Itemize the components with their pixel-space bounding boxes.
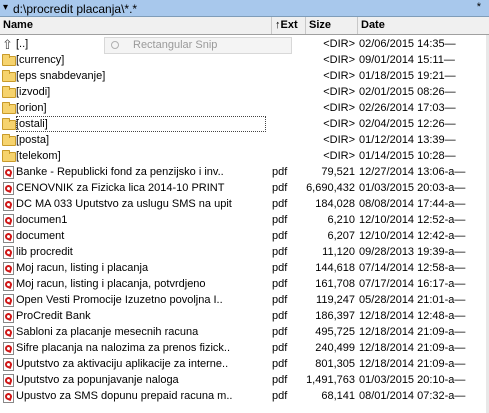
- file-ext: pdf: [272, 310, 288, 322]
- file-name: [eps snabdevanje]: [16, 70, 106, 82]
- file-row[interactable]: [0, 196, 489, 212]
- file-date: 02/04/2015 12:26—: [359, 118, 456, 130]
- folder-icon: [2, 101, 16, 115]
- file-date: 01/03/2015 20:10-a—: [359, 374, 466, 386]
- pdf-icon: [2, 341, 16, 355]
- current-path: d:\procredit placanja\*.*: [13, 2, 138, 16]
- pdf-icon: [2, 293, 16, 307]
- file-ext: pdf: [272, 294, 288, 306]
- file-date: 02/26/2014 17:03—: [359, 102, 456, 114]
- file-row[interactable]: [0, 356, 489, 372]
- column-ext[interactable]: ↑Ext: [272, 17, 306, 34]
- file-date: 12/10/2014 12:52-a—: [359, 214, 466, 226]
- file-list[interactable]: [0, 36, 489, 413]
- file-name: DC MA 033 Uputstvo za uslugu SMS na upit: [16, 198, 232, 210]
- file-date: 08/08/2014 17:44-a—: [359, 198, 466, 210]
- file-size: 1,491,763: [306, 374, 355, 386]
- folder-icon: [2, 53, 16, 67]
- file-date: 01/14/2015 10:28—: [359, 150, 456, 162]
- file-name: lib procredit: [16, 246, 73, 258]
- file-row[interactable]: [0, 260, 489, 276]
- file-size: 119,247: [316, 294, 355, 306]
- file-size: 11,120: [322, 246, 355, 258]
- folder-icon: [2, 117, 16, 131]
- column-date[interactable]: Date: [361, 19, 385, 31]
- folder-icon: [2, 69, 16, 83]
- file-date: 12/18/2014 21:09-a—: [359, 342, 466, 354]
- pdf-icon: [2, 373, 16, 387]
- file-date: 02/06/2015 14:35—: [359, 38, 456, 50]
- file-date: 01/12/2014 13:39—: [359, 134, 456, 146]
- file-date: 12/27/2014 13:06-a—: [359, 166, 466, 178]
- file-size: 6,210: [327, 214, 355, 226]
- folder-icon: [2, 149, 16, 163]
- pdf-icon: [2, 261, 16, 275]
- file-name: Open Vesti Promocije Izuzetno povoljna I..: [16, 294, 223, 306]
- snip-label: Rectangular Snip: [133, 39, 218, 51]
- up-icon: ⇧: [2, 37, 13, 52]
- filter-star[interactable]: *: [476, 1, 481, 13]
- file-row[interactable]: [0, 116, 489, 132]
- file-size: <DIR>: [323, 150, 355, 162]
- file-name: Upustvo za SMS dopunu prepaid racuna m..: [16, 390, 233, 402]
- file-size: <DIR>: [323, 38, 355, 50]
- file-row[interactable]: [0, 324, 489, 340]
- file-size: <DIR>: [323, 70, 355, 82]
- pdf-icon: [2, 213, 16, 227]
- file-size: 68,141: [321, 390, 355, 402]
- file-date: 12/18/2014 21:09-a—: [359, 326, 466, 338]
- path-bar[interactable]: [0, 0, 489, 17]
- column-name[interactable]: Name: [0, 17, 272, 34]
- pdf-icon: [2, 277, 16, 291]
- file-row[interactable]: [0, 292, 489, 308]
- file-name: [orion]: [16, 102, 47, 114]
- file-date: 01/03/2015 20:03-a—: [359, 182, 466, 194]
- file-size: <DIR>: [323, 86, 355, 98]
- file-row[interactable]: [0, 180, 489, 196]
- pdf-icon: [2, 309, 16, 323]
- pdf-icon: [2, 389, 16, 403]
- file-ext: pdf: [272, 198, 288, 210]
- file-size: 79,521: [321, 166, 355, 178]
- file-size: 161,708: [315, 278, 355, 290]
- file-row[interactable]: [0, 164, 489, 180]
- pdf-icon: [2, 165, 16, 179]
- file-ext: pdf: [272, 358, 288, 370]
- file-ext: pdf: [272, 230, 288, 242]
- pdf-icon: [2, 229, 16, 243]
- file-row[interactable]: [0, 148, 489, 164]
- file-name: Sabloni za placanje mesecnih racuna: [16, 326, 199, 338]
- file-row[interactable]: [0, 132, 489, 148]
- file-ext: pdf: [272, 390, 288, 402]
- file-date: 12/18/2014 12:48-a—: [359, 310, 466, 322]
- file-row[interactable]: [0, 228, 489, 244]
- file-size: <DIR>: [323, 134, 355, 146]
- file-date: 12/10/2014 12:42-a—: [359, 230, 466, 242]
- file-size: 240,499: [315, 342, 355, 354]
- file-ext: pdf: [272, 326, 288, 338]
- file-size: <DIR>: [323, 54, 355, 66]
- file-name: Moj racun, listing i placanja: [16, 262, 149, 274]
- file-size: 6,690,432: [306, 182, 355, 194]
- file-date: 07/14/2014 12:58-a—: [359, 262, 466, 274]
- file-row[interactable]: [0, 52, 489, 68]
- file-size: <DIR>: [323, 118, 355, 130]
- file-name: Sifre placanja na nalozima za prenos fizick..: [16, 342, 230, 354]
- file-size: 495,725: [315, 326, 355, 338]
- file-name: [..]: [16, 38, 29, 50]
- file-row[interactable]: [0, 84, 489, 100]
- file-name: ProCredit Bank: [16, 310, 91, 322]
- pdf-icon: [2, 197, 16, 211]
- pdf-icon: [2, 181, 16, 195]
- file-size: 801,305: [315, 358, 355, 370]
- file-size: 184,028: [315, 198, 355, 210]
- snip-dot-icon: [111, 41, 119, 49]
- file-size: <DIR>: [323, 102, 355, 114]
- file-name: [posta]: [16, 134, 50, 146]
- file-size: 6,207: [327, 230, 355, 242]
- file-ext: pdf: [272, 342, 288, 354]
- file-date: 07/17/2014 16:17-a—: [359, 278, 466, 290]
- file-ext: pdf: [272, 166, 288, 178]
- folder-icon: [2, 133, 16, 147]
- file-ext: pdf: [272, 278, 288, 290]
- file-name: Uputstvo za popunjavanje naloga: [16, 374, 179, 386]
- file-size: 186,397: [315, 310, 355, 322]
- file-date: 05/28/2014 21:01-a—: [359, 294, 466, 306]
- dropdown-arrow-icon[interactable]: ▾: [3, 2, 9, 13]
- file-row[interactable]: [0, 308, 489, 324]
- folder-icon: [2, 85, 16, 99]
- file-row[interactable]: [0, 68, 489, 84]
- file-name: [telekom]: [16, 150, 61, 162]
- file-date: 12/18/2014 21:09-a—: [359, 358, 466, 370]
- file-ext: pdf: [272, 214, 288, 226]
- pdf-icon: [2, 245, 16, 259]
- file-ext: pdf: [272, 374, 288, 386]
- file-name: [ostali]: [16, 116, 266, 132]
- file-name: [izvodi]: [16, 86, 51, 98]
- pdf-icon: [2, 357, 16, 371]
- file-size: 144,618: [315, 262, 355, 274]
- file-row[interactable]: [0, 276, 489, 292]
- file-ext: pdf: [272, 262, 288, 274]
- file-name: [currency]: [16, 54, 65, 66]
- snip-tooltip: [104, 37, 292, 54]
- file-date: 02/01/2015 08:26—: [359, 86, 456, 98]
- file-date: 01/18/2015 19:21—: [359, 70, 456, 82]
- file-date: 08/01/2014 07:32-a—: [359, 390, 466, 402]
- file-name: CENOVNIK za Fizicka lica 2014-10 PRINT: [16, 182, 225, 194]
- file-name: Banke - Republicki fond za penzijsko i inv..: [16, 166, 224, 178]
- file-row[interactable]: [0, 100, 489, 116]
- file-date: 09/28/2013 19:39-a—: [359, 246, 466, 258]
- file-name: Moj racun, listing i placanja, potvrdjeno: [16, 278, 206, 290]
- column-header: [0, 17, 489, 35]
- file-row[interactable]: [0, 244, 489, 260]
- pdf-icon: [2, 325, 16, 339]
- file-ext: pdf: [272, 182, 288, 194]
- file-ext: pdf: [272, 246, 288, 258]
- file-row[interactable]: [0, 388, 489, 404]
- file-date: 09/01/2014 15:11—: [359, 54, 455, 66]
- file-name: documen1: [16, 214, 68, 226]
- file-name: document: [16, 230, 65, 242]
- file-row[interactable]: [0, 372, 489, 388]
- file-row[interactable]: [0, 340, 489, 356]
- column-size[interactable]: Size: [306, 17, 358, 34]
- file-name: Uputstvo za aktivaciju aplikacije za interne..: [16, 358, 229, 370]
- file-row[interactable]: [0, 212, 489, 228]
